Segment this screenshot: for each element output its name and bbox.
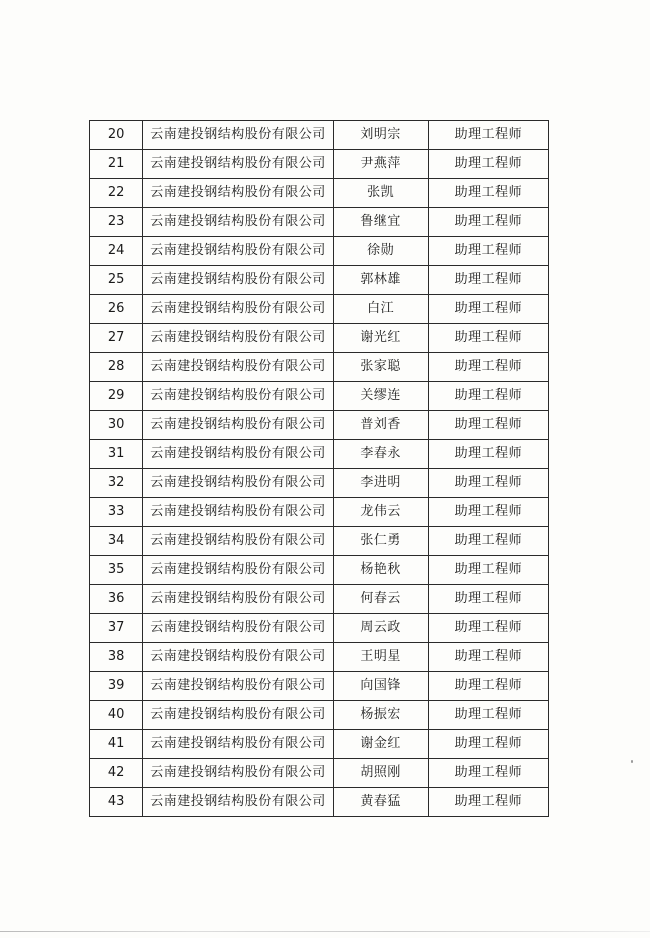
job-title-cell: 助理工程师 [428, 324, 548, 353]
company-cell: 云南建投钢结构股份有限公司 [143, 643, 333, 672]
table-row [90, 643, 549, 672]
row-number-cell: 27 [90, 324, 143, 353]
company-cell: 云南建投钢结构股份有限公司 [143, 266, 333, 295]
company-cell: 云南建投钢结构股份有限公司 [143, 353, 333, 382]
person-name-cell: 向国锋 [333, 672, 428, 701]
row-number-cell: 32 [90, 469, 143, 498]
row-number-cell: 41 [90, 730, 143, 759]
scan-bottom-edge [0, 931, 650, 932]
person-name-cell: 何春云 [333, 585, 428, 614]
table-row [90, 498, 549, 527]
personnel-table [89, 120, 549, 817]
job-title-cell: 助理工程师 [428, 382, 548, 411]
person-name-cell: 关缪连 [333, 382, 428, 411]
table-row [90, 585, 549, 614]
job-title-cell: 助理工程师 [428, 585, 548, 614]
row-number-cell: 30 [90, 411, 143, 440]
company-cell: 云南建投钢结构股份有限公司 [143, 701, 333, 730]
job-title-cell: 助理工程师 [428, 614, 548, 643]
table-row [90, 527, 549, 556]
person-name-cell: 杨艳秋 [333, 556, 428, 585]
company-cell: 云南建投钢结构股份有限公司 [143, 672, 333, 701]
person-name-cell: 李春永 [333, 440, 428, 469]
job-title-cell: 助理工程师 [428, 208, 548, 237]
scan-speck [631, 760, 633, 763]
table-row [90, 759, 549, 788]
row-number-cell: 31 [90, 440, 143, 469]
row-number-cell: 42 [90, 759, 143, 788]
row-number-cell: 24 [90, 237, 143, 266]
table-row [90, 411, 549, 440]
person-name-cell: 刘明宗 [333, 121, 428, 150]
company-cell: 云南建投钢结构股份有限公司 [143, 469, 333, 498]
row-number-cell: 33 [90, 498, 143, 527]
table-row [90, 440, 549, 469]
person-name-cell: 杨振宏 [333, 701, 428, 730]
personnel-table-body [90, 121, 549, 817]
company-cell: 云南建投钢结构股份有限公司 [143, 121, 333, 150]
person-name-cell: 白江 [333, 295, 428, 324]
row-number-cell: 21 [90, 150, 143, 179]
company-cell: 云南建投钢结构股份有限公司 [143, 208, 333, 237]
person-name-cell: 周云政 [333, 614, 428, 643]
row-number-cell: 39 [90, 672, 143, 701]
company-cell: 云南建投钢结构股份有限公司 [143, 237, 333, 266]
company-cell: 云南建投钢结构股份有限公司 [143, 382, 333, 411]
company-cell: 云南建投钢结构股份有限公司 [143, 440, 333, 469]
company-cell: 云南建投钢结构股份有限公司 [143, 759, 333, 788]
row-number-cell: 35 [90, 556, 143, 585]
table-row [90, 295, 549, 324]
row-number-cell: 20 [90, 121, 143, 150]
person-name-cell: 黄春猛 [333, 788, 428, 817]
row-number-cell: 37 [90, 614, 143, 643]
person-name-cell: 普刘香 [333, 411, 428, 440]
job-title-cell: 助理工程师 [428, 556, 548, 585]
person-name-cell: 胡照刚 [333, 759, 428, 788]
table-row [90, 353, 549, 382]
person-name-cell: 张家聪 [333, 353, 428, 382]
company-cell: 云南建投钢结构股份有限公司 [143, 614, 333, 643]
row-number-cell: 25 [90, 266, 143, 295]
company-cell: 云南建投钢结构股份有限公司 [143, 411, 333, 440]
table-row [90, 179, 549, 208]
job-title-cell: 助理工程师 [428, 701, 548, 730]
job-title-cell: 助理工程师 [428, 788, 548, 817]
table-row [90, 730, 549, 759]
person-name-cell: 郭林雄 [333, 266, 428, 295]
table-row [90, 208, 549, 237]
person-name-cell: 李进明 [333, 469, 428, 498]
table-row [90, 469, 549, 498]
job-title-cell: 助理工程师 [428, 759, 548, 788]
row-number-cell: 26 [90, 295, 143, 324]
table-row [90, 266, 549, 295]
person-name-cell: 尹燕萍 [333, 150, 428, 179]
company-cell: 云南建投钢结构股份有限公司 [143, 556, 333, 585]
job-title-cell: 助理工程师 [428, 672, 548, 701]
company-cell: 云南建投钢结构股份有限公司 [143, 585, 333, 614]
job-title-cell: 助理工程师 [428, 411, 548, 440]
person-name-cell: 张仁勇 [333, 527, 428, 556]
table-row [90, 237, 549, 266]
table-row [90, 324, 549, 353]
person-name-cell: 王明星 [333, 643, 428, 672]
company-cell: 云南建投钢结构股份有限公司 [143, 295, 333, 324]
job-title-cell: 助理工程师 [428, 179, 548, 208]
person-name-cell: 张凯 [333, 179, 428, 208]
job-title-cell: 助理工程师 [428, 498, 548, 527]
person-name-cell: 龙伟云 [333, 498, 428, 527]
job-title-cell: 助理工程师 [428, 266, 548, 295]
company-cell: 云南建投钢结构股份有限公司 [143, 730, 333, 759]
table-row [90, 382, 549, 411]
table-row [90, 150, 549, 179]
row-number-cell: 34 [90, 527, 143, 556]
job-title-cell: 助理工程师 [428, 469, 548, 498]
table-row [90, 672, 549, 701]
row-number-cell: 38 [90, 643, 143, 672]
job-title-cell: 助理工程师 [428, 150, 548, 179]
row-number-cell: 43 [90, 788, 143, 817]
person-name-cell: 谢金红 [333, 730, 428, 759]
person-name-cell: 徐勋 [333, 237, 428, 266]
company-cell: 云南建投钢结构股份有限公司 [143, 788, 333, 817]
table-row [90, 614, 549, 643]
company-cell: 云南建投钢结构股份有限公司 [143, 150, 333, 179]
table-row [90, 788, 549, 817]
person-name-cell: 鲁继宜 [333, 208, 428, 237]
job-title-cell: 助理工程师 [428, 295, 548, 324]
job-title-cell: 助理工程师 [428, 643, 548, 672]
job-title-cell: 助理工程师 [428, 527, 548, 556]
row-number-cell: 36 [90, 585, 143, 614]
row-number-cell: 29 [90, 382, 143, 411]
table-row [90, 556, 549, 585]
table-row [90, 121, 549, 150]
job-title-cell: 助理工程师 [428, 121, 548, 150]
row-number-cell: 22 [90, 179, 143, 208]
job-title-cell: 助理工程师 [428, 730, 548, 759]
row-number-cell: 28 [90, 353, 143, 382]
job-title-cell: 助理工程师 [428, 237, 548, 266]
table-row [90, 701, 549, 730]
row-number-cell: 40 [90, 701, 143, 730]
job-title-cell: 助理工程师 [428, 353, 548, 382]
person-name-cell: 谢光红 [333, 324, 428, 353]
job-title-cell: 助理工程师 [428, 440, 548, 469]
company-cell: 云南建投钢结构股份有限公司 [143, 179, 333, 208]
company-cell: 云南建投钢结构股份有限公司 [143, 324, 333, 353]
company-cell: 云南建投钢结构股份有限公司 [143, 498, 333, 527]
row-number-cell: 23 [90, 208, 143, 237]
company-cell: 云南建投钢结构股份有限公司 [143, 527, 333, 556]
